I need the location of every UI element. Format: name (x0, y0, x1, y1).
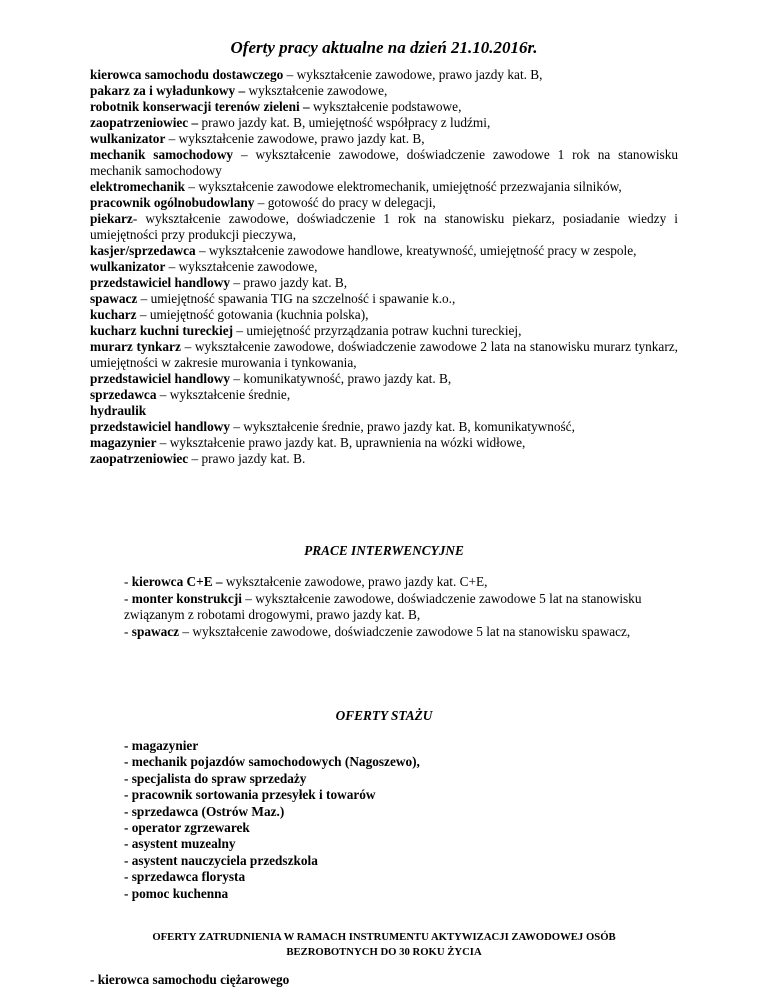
job-offer-details: wykształcenie zawodowe, (248, 83, 388, 98)
intervention-item (124, 591, 664, 624)
job-offer-position: kierowca samochodu dostawczego (90, 67, 284, 82)
internship-item: - pracownik sortowania przesyłek i towarów (124, 787, 376, 803)
intervention-item (124, 624, 664, 641)
job-offer-details: – umiejętność gotowania (kuchnia polska), (136, 307, 369, 322)
intervention-item-prefix: - (124, 623, 132, 639)
job-offer-position: elektromechanik (90, 179, 186, 194)
job-offer-position: kasjer/sprzedawca (90, 243, 196, 258)
intervention-item-details: – wykształcenie zawodowe, doświadczenie zawodowe 5 lat na stanowisku spawacz, (179, 623, 631, 639)
job-offer (90, 419, 678, 435)
intervention-item-position: kierowca C+E – (131, 574, 223, 589)
job-offer-details: – umiejętność przyrządzania potraw kuchni tureckiej, (233, 323, 522, 338)
job-offer (90, 403, 678, 419)
intervention-list (124, 574, 664, 640)
job-offer (90, 291, 678, 307)
job-offer-details: – umiejętność spawania TIG na szczelność i spawanie k.o., (137, 291, 456, 306)
youth-offer-item: - kierowca samochodu ciężarowego (90, 972, 290, 987)
youth-activation-heading (90, 930, 678, 960)
job-offer-position: magazynier (90, 435, 157, 450)
intervention-heading: PRACE INTERWENCYJNE (304, 543, 464, 558)
job-offer-position: przedstawiciel handlowy (90, 371, 230, 386)
job-offer (90, 435, 678, 451)
intervention-item-position: spawacz (131, 623, 180, 639)
youth-offers-list (90, 972, 678, 988)
job-offer-details: – wykształcenie zawodowe, prawo jazdy kat. B, (283, 67, 543, 82)
job-offer (90, 211, 678, 243)
intervention-item-details: wykształcenie zawodowe, prawo jazdy kat. C+E, (222, 574, 488, 589)
internship-item: - asystent nauczyciela przedszkola (124, 852, 318, 868)
job-offer-position: pakarz za i wyładunkowy – (90, 83, 249, 98)
page-title: Oferty pracy aktualne na dzień 21.10.2016r. (230, 38, 538, 57)
job-offer-details: – prawo jazdy kat. B, (230, 275, 348, 290)
job-offer-position: sprzedawca (90, 387, 157, 402)
intervention-item-position: monter konstrukcji (131, 590, 242, 606)
internship-item: - sprzedawca florysta (124, 869, 246, 885)
internship-item: - pomoc kuchenna (124, 885, 229, 901)
internship-item: - magazynier (124, 738, 199, 753)
job-offer-details: prawo jazdy kat. B, umiejętność współpracy z ludźmi, (201, 115, 491, 130)
job-offer (90, 195, 678, 211)
job-offer-position: pracownik ogólnobudowlany (90, 195, 255, 210)
job-offer-position: przedstawiciel handlowy (90, 419, 230, 434)
job-offer-details: – wykształcenie zawodowe, doświadczenie zawodowe 1 rok na stanowisku mechanik samochodowy (90, 147, 678, 178)
intervention-item-prefix: - (124, 574, 132, 589)
job-offer-details: - wykształcenie zawodowe, doświadczenie 1 rok na stanowisku piekarz, posiadanie wiedzy i umiejętności przy produkcji pieczywa, (90, 211, 678, 242)
job-offer-details: – wykształcenie zawodowe, (165, 259, 318, 274)
intervention-item (124, 574, 664, 591)
job-offer (90, 275, 678, 291)
job-offer (90, 259, 678, 275)
job-offer-details: – wykształcenie zawodowe handlowe, kreatywność, umiejętność pracy w zespole, (195, 243, 637, 258)
job-offer-details: – wykształcenie prawo jazdy kat. B, uprawnienia na wózki widłowe, (156, 435, 526, 450)
job-offer-position: kucharz (90, 307, 137, 322)
job-offer (90, 451, 678, 467)
job-offer-position: przedstawiciel handlowy (90, 275, 230, 290)
internship-item: - operator zgrzewarek (124, 820, 250, 836)
internship-list (124, 738, 664, 902)
job-offer-details: – wykształcenie średnie, (156, 387, 291, 402)
job-offer-details: – wykształcenie zawodowe, doświadczenie zawodowe 2 lata na stanowisku murarz tynkarz, umiejętności w zakresie murowania i tynkowania, (90, 339, 678, 370)
job-offer (90, 67, 678, 83)
youth-heading-line-1: OFERTY ZATRUDNIENIA W RAMACH INSTRUMENTU AKTYWIZACJI ZAWODOWEJ OSÓB (152, 931, 616, 943)
youth-heading-line-2: BEZROBOTNYCH DO 30 ROKU ŻYCIA (286, 946, 482, 958)
job-offer-details: – wykształcenie zawodowe elektromechanik, umiejętność przezwajania silników, (185, 179, 622, 194)
internship-item: - specjalista do spraw sprzedaży (124, 770, 307, 786)
job-offer (90, 387, 678, 403)
job-offer (90, 179, 678, 195)
job-offer-position: zaopatrzeniowiec (90, 451, 189, 466)
job-offer-position: spawacz (90, 291, 138, 306)
job-offer-details: wykształcenie podstawowe, (312, 99, 462, 114)
job-offers-list (90, 67, 678, 467)
job-offer-position: wulkanizator (90, 259, 166, 274)
job-offer-details: – gotowość do pracy w delegacji, (254, 195, 436, 210)
job-offer-position: hydraulik (90, 403, 147, 418)
job-offer (90, 147, 678, 179)
job-offer (90, 99, 678, 115)
job-offer (90, 371, 678, 387)
job-offer-details: – wykształcenie średnie, prawo jazdy kat. B, komunikatywność, (230, 419, 575, 434)
job-offer (90, 131, 678, 147)
job-offer (90, 83, 678, 99)
internship-item: - asystent muzealny (124, 836, 236, 852)
job-offer-details: – prawo jazdy kat. B. (188, 451, 306, 466)
job-offer (90, 243, 678, 259)
internship-heading: OFERTY STAŻU (335, 708, 433, 723)
intervention-item-prefix: - (124, 590, 132, 606)
job-offer-position: zaopatrzeniowiec – (90, 115, 202, 130)
job-offer-position: piekarz (90, 211, 133, 226)
intervention-item-details: – wykształcenie zawodowe, doświadczenie zawodowe 5 lat na stanowisku związanym z robotami drogowymi, prawo jazdy kat. B, (124, 590, 642, 622)
job-offer (90, 115, 678, 131)
job-offer-position: mechanik samochodowy (90, 147, 234, 162)
job-offer-position: wulkanizator (90, 131, 166, 146)
job-offer-details: – komunikatywność, prawo jazdy kat. B, (230, 371, 452, 386)
internship-item: - mechanik pojazdów samochodowych (Nagoszewo), (124, 754, 420, 770)
job-offer-position: robotnik konserwacji terenów zieleni – (90, 99, 313, 114)
job-offer-details: – wykształcenie zawodowe, prawo jazdy kat. B, (165, 131, 425, 146)
job-offer-position: murarz tynkarz (90, 339, 181, 354)
job-offer (90, 307, 678, 323)
job-offer (90, 323, 678, 339)
internship-item: - sprzedawca (Ostrów Maz.) (124, 803, 285, 819)
job-offer (90, 339, 678, 371)
job-offer-position: kucharz kuchni tureckiej (90, 323, 234, 338)
